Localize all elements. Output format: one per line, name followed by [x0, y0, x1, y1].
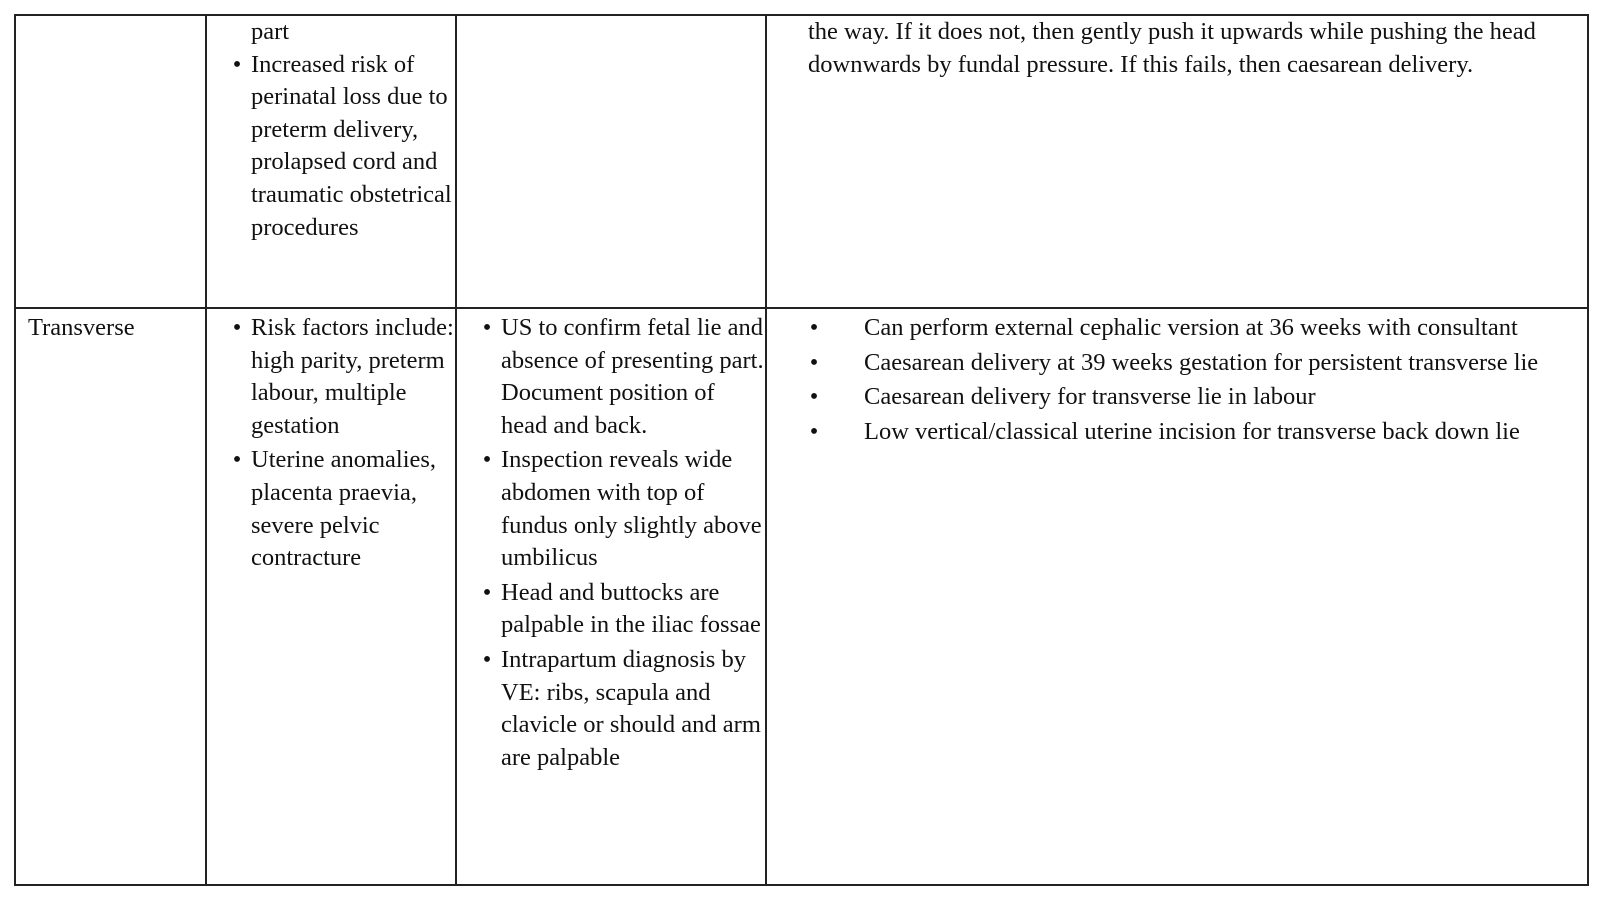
list-item [476, 644, 764, 774]
list-item [476, 577, 764, 642]
list-item [226, 49, 454, 245]
list-item-text: Intrapartum diagnosis by VE: ribs, scapula and clavicle or should and arm are palpable [501, 645, 761, 771]
list-item-text: Inspection reveals wide abdomen with top of fundus only slightly above umbilicus [501, 446, 762, 572]
list-item-text: Caesarean delivery at 39 weeks gestation for persistent transverse lie [864, 348, 1539, 376]
list-item [784, 312, 1564, 345]
bullet-icon: • [809, 417, 819, 445]
bullet-icon: • [232, 446, 242, 474]
bullet-icon: • [482, 578, 492, 606]
row2-col1-cell [28, 312, 205, 882]
bullet-icon: • [482, 645, 492, 673]
row2-col3-cell [476, 312, 764, 882]
list-item [476, 312, 764, 442]
list-item-text: Uterine anomalies, placenta praevia, severe pelvic contracture [251, 446, 437, 572]
list-item [226, 312, 454, 442]
bullet-icon: • [482, 314, 492, 341]
column-divider-1 [205, 16, 207, 884]
bullet-icon: • [809, 314, 819, 341]
row1-col2-continuation: part [251, 18, 290, 45]
list-item [784, 416, 1564, 449]
bullet-icon: • [809, 348, 819, 376]
row2-col4-bullet-list [784, 312, 1564, 448]
list-item-text: Can perform external cephalic version at 36 weeks with consultant [864, 314, 1518, 341]
row1-col2-bullet-list [226, 49, 454, 245]
list-item-text: Risk factors include: high parity, preterm labour, multiple gestation [251, 314, 454, 439]
row1-col4-text: the way. If it does not, then gently push it upwards while pushing the head downwards by fundal pressure. If this fails, then caesarean delivery. [808, 18, 1536, 78]
bullet-icon: • [232, 314, 242, 341]
bullet-icon: • [232, 50, 242, 78]
list-item-text: Head and buttocks are palpable in the iliac fossae [501, 578, 761, 639]
bullet-icon: • [809, 383, 819, 411]
row-divider [16, 307, 1587, 309]
row1-col3-cell [457, 16, 765, 307]
bullet-icon: • [482, 446, 492, 474]
row-heading-transverse: Transverse [28, 314, 135, 341]
row2-col2-cell [226, 312, 454, 882]
row1-col1-cell [18, 16, 205, 307]
row2-col3-bullet-list [476, 312, 764, 774]
list-item [784, 381, 1564, 414]
list-item-text: Caesarean delivery for transverse lie in labour [864, 383, 1316, 411]
column-divider-3 [765, 16, 767, 884]
management-table [14, 14, 1589, 886]
list-item-text: US to confirm fetal lie and absence of presenting part. Document position of head and back. [501, 314, 764, 439]
list-item [784, 347, 1564, 380]
row2-col2-bullet-list [226, 312, 454, 575]
list-item [226, 444, 454, 574]
list-item [476, 444, 764, 574]
list-item-text: Low vertical/classical uterine incision for transverse back down lie [864, 417, 1520, 445]
row1-col4-cell [808, 16, 1560, 307]
row1-col2-cell [226, 16, 454, 307]
list-item-text: Increased risk of perinatal loss due to preterm delivery, prolapsed cord and traumatic obstetrical procedures [251, 50, 452, 241]
row2-col4-cell [784, 312, 1564, 882]
